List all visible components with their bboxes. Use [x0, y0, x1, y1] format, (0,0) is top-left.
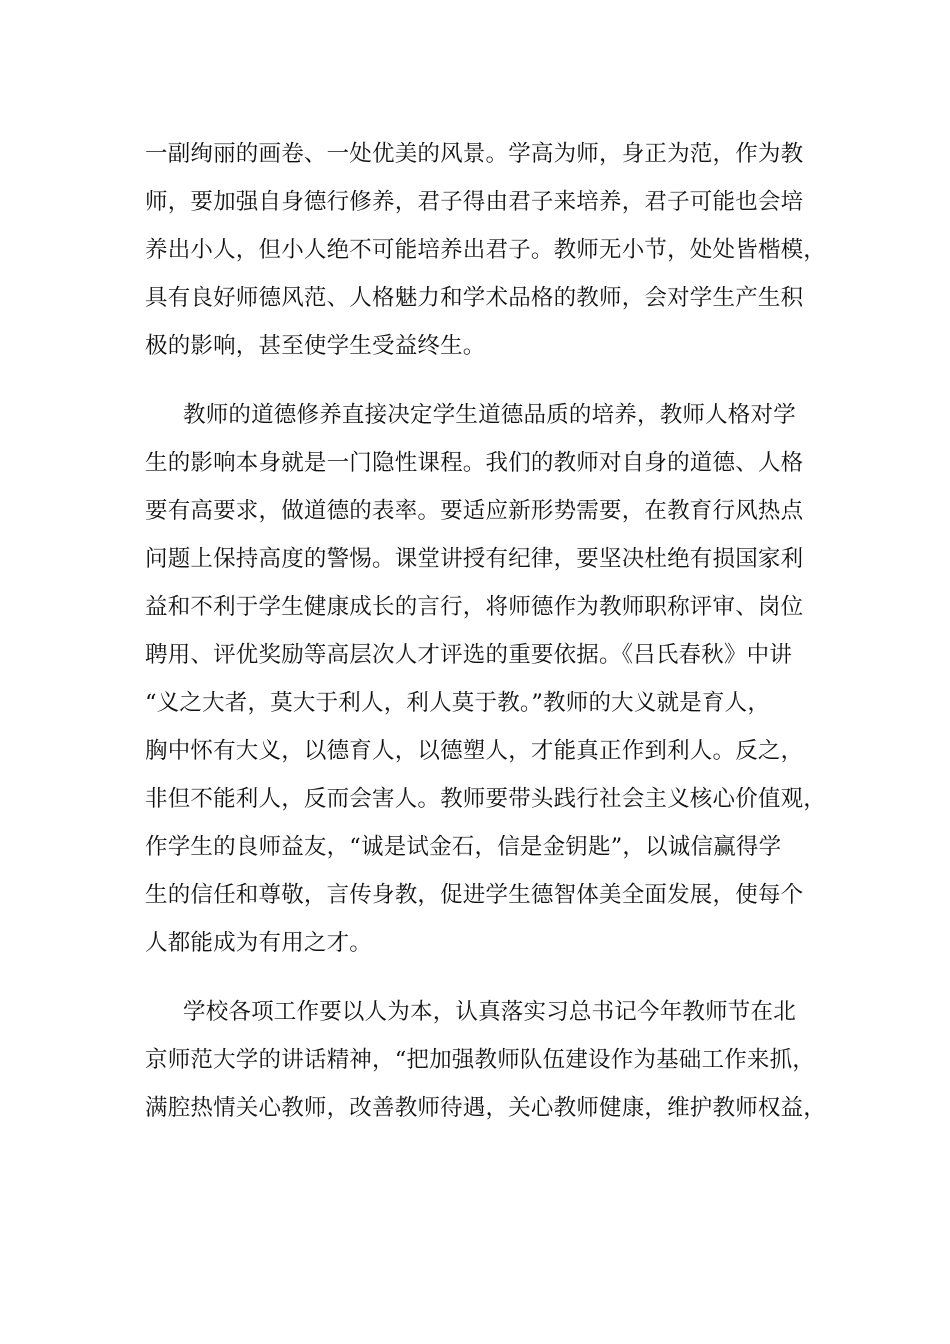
text-line: 教师的道德修养直接决定学生道德品质的培养，教师人格对学 [183, 402, 796, 428]
text-line: “义之大者，莫大于利人，利人莫于教。”教师的大义就是育人， [145, 690, 771, 716]
text-line: 学校各项工作要以人为本，认真落实习总书记今年教师节在北 [183, 999, 796, 1025]
text-line: 京师范大学的讲话精神，“把加强教师队伍建设作为基础工作来抓， [145, 1047, 816, 1073]
text-line: 师，要加强自身德行修养，君子得由君子来培养，君子可能也会培 [145, 189, 804, 215]
text-line: 具有良好师德风范、人格魅力和学术品格的教师，会对学生产生积 [145, 285, 804, 311]
text-line: 养出小人，但小人绝不可能培养出君子。教师无小节，处处皆楷模， [145, 237, 827, 263]
text-line: 生的影响本身就是一门隐性课程。我们的教师对自身的道德、人格 [145, 450, 804, 476]
text-line: 问题上保持高度的警惕。课堂讲授有纪律，要坚决杜绝有损国家利 [145, 546, 804, 572]
text-line: 益和不利于学生健康成长的言行，将师德作为教师职称评审、岗位 [145, 594, 804, 620]
text-line: 非但不能利人，反而会害人。教师要带头践行社会主义核心价值观， [145, 786, 827, 812]
text-line: 胸中怀有大义，以德育人，以德塑人，才能真正作到利人。反之， [145, 738, 804, 764]
text-line: 一副绚丽的画卷、一处优美的风景。学高为师，身正为范，作为教 [145, 141, 804, 167]
text-line: 聘用、评优奖励等高层次人才评选的重要依据。《吕氏春秋》中讲 [145, 642, 793, 668]
text-line: 极的影响，甚至使学生受益终生。 [145, 333, 486, 359]
text-line: 作学生的良师益友，“诚是试金石，信是金钥匙”，以诚信赢得学 [145, 834, 782, 860]
text-line: 要有高要求，做道德的表率。要适应新形势需要，在教育行风热点 [145, 498, 804, 524]
text-line: 人都能成为有用之才。 [145, 930, 373, 956]
text-line: 满腔热情关心教师，改善教师待遇，关心教师健康，维护教师权益， [145, 1095, 827, 1121]
text-line: 生的信任和尊敬，言传身教，促进学生德智体美全面发展，使每个 [145, 882, 804, 908]
